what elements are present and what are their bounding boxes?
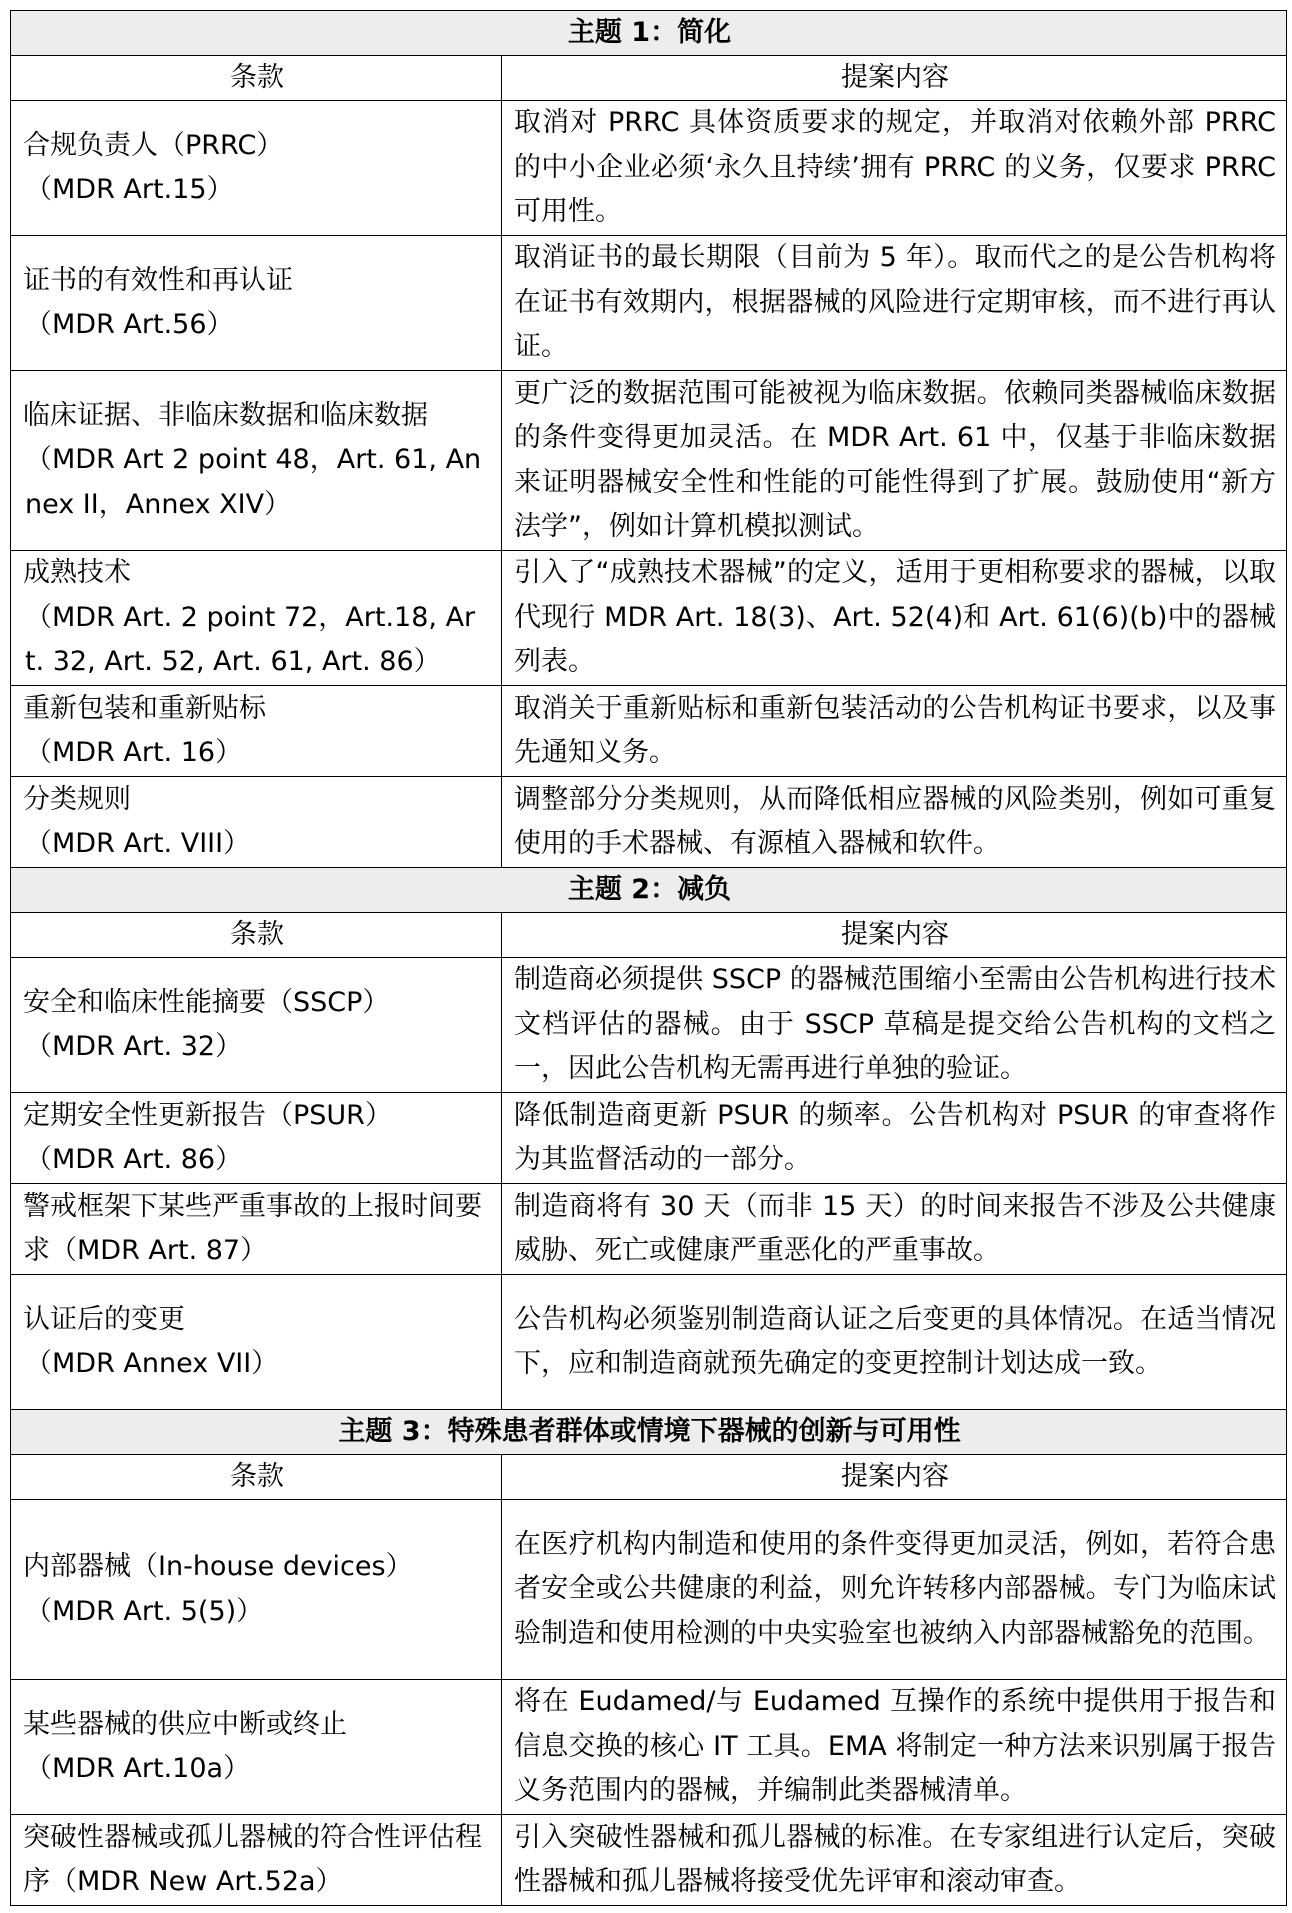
clause-title: 突破性器械或孤儿器械的符合性评估程序（MDR New Art.52a） xyxy=(23,1821,482,1897)
clause-title: 成熟技术 xyxy=(23,557,131,589)
proposal-content: 将在 Eudamed/与 Eudamed 互操作的系统中提供用于报告和信息交换的核心 IT 工具。EMA 将制定一种方法来识别属于报告义务范围内的器械，并编制此类器械清单。 xyxy=(502,1680,1287,1815)
clause-ref: （MDR Art. 5(5)） xyxy=(25,1595,264,1627)
table-row xyxy=(11,371,1287,551)
clause-ref: （MDR Annex VII） xyxy=(25,1348,279,1379)
clause-title: 合规负责人（PRRC） xyxy=(23,129,284,161)
clause-title: 某些器械的供应中断或终止 xyxy=(23,1708,347,1740)
header-clause: 条款 xyxy=(11,913,502,958)
proposal-content: 降低制造商更新 PSUR 的频率。公告机构对 PSUR 的审查将作为其监督活动的一部分。 xyxy=(502,1093,1287,1184)
header-proposal: 提案内容 xyxy=(502,1455,1287,1500)
table-row xyxy=(11,1275,1287,1410)
clause-ref: （MDR Art.10a） xyxy=(25,1753,251,1784)
table-row xyxy=(11,1184,1287,1275)
clause-title: 重新包装和重新贴标 xyxy=(23,692,266,724)
clause-cell xyxy=(11,1500,502,1680)
header-clause: 条款 xyxy=(11,56,502,101)
proposal-content: 制造商将有 30 天（而非 15 天）的时间来报告不涉及公共健康威胁、死亡或健康严重恶化的严重事故。 xyxy=(502,1184,1287,1275)
proposal-content: 取消证书的最长期限（目前为 5 年）。取而代之的是公告机构将在证书有效期内，根据器械的风险进行定期审核，而不进行再认证。 xyxy=(502,236,1287,371)
clause-cell xyxy=(11,777,502,868)
table-row xyxy=(11,1815,1287,1906)
clause-cell xyxy=(11,1275,502,1410)
theme-title: 主题 1：简化 xyxy=(11,11,1287,56)
header-row xyxy=(11,56,1287,101)
clause-cell xyxy=(11,101,502,236)
proposal-content: 更广泛的数据范围可能被视为临床数据。依赖同类器械临床数据的条件变得更加灵活。在 MDR Art. 61 中，仅基于非临床数据来证明器械安全性和性能的可能性得到了扩展。鼓励使用“新方法学”，例如计算机模拟测试。 xyxy=(502,371,1287,551)
clause-cell xyxy=(11,1093,502,1184)
clause-title: 定期安全性更新报告（PSUR） xyxy=(23,1099,392,1131)
clause-cell xyxy=(11,236,502,371)
proposal-content: 公告机构必须鉴别制造商认证之后变更的具体情况。在适当情况下，应和制造商就预先确定的变更控制计划达成一致。 xyxy=(502,1275,1287,1410)
table-row xyxy=(11,777,1287,868)
header-row xyxy=(11,913,1287,958)
proposal-content: 取消对 PRRC 具体资质要求的规定，并取消对依赖外部 PRRC 的中小企业必须‘永久且持续’拥有 PRRC 的义务，仅要求 PRRC 可用性。 xyxy=(502,101,1287,236)
clause-ref: （MDR Art. VIII） xyxy=(25,828,251,859)
proposal-content: 取消关于重新贴标和重新包装活动的公告机构证书要求，以及事先通知义务。 xyxy=(502,686,1287,777)
theme-title: 主题 2：减负 xyxy=(11,868,1287,913)
theme-row xyxy=(11,11,1287,56)
table-row xyxy=(11,551,1287,686)
clause-title: 警戒框架下某些严重事故的上报时间要求（MDR Art. 87） xyxy=(23,1190,482,1266)
clause-title: 内部器械（In-house devices） xyxy=(23,1551,413,1582)
table-row xyxy=(11,236,1287,371)
clause-ref: （MDR Art.56） xyxy=(25,309,234,340)
header-clause: 条款 xyxy=(11,1455,502,1500)
document-page xyxy=(10,10,1286,1906)
clause-title: 安全和临床性能摘要（SSCP） xyxy=(23,986,390,1018)
proposal-content: 引入突破性器械和孤儿器械的标准。在专家组进行认定后，突破性器械和孤儿器械将接受优先评审和滚动审查。 xyxy=(502,1815,1287,1906)
clause-ref: （MDR Art 2 point 48，Art. 61, Annex II，Annex XIV） xyxy=(25,444,482,520)
proposal-table xyxy=(10,10,1287,1906)
clause-title: 认证后的变更 xyxy=(23,1303,185,1335)
proposal-content: 引入了“成熟技术器械”的定义，适用于更相称要求的器械，以取代现行 MDR Art. 18(3)、Art. 52(4)和 Art. 61(6)(b)中的器械列表。 xyxy=(502,551,1287,686)
clause-cell xyxy=(11,1815,502,1906)
clause-title: 证书的有效性和再认证 xyxy=(23,264,293,296)
clause-cell xyxy=(11,1184,502,1275)
clause-title: 分类规则 xyxy=(23,783,131,815)
header-proposal: 提案内容 xyxy=(502,913,1287,958)
header-row xyxy=(11,1455,1287,1500)
table-row xyxy=(11,1680,1287,1815)
theme-row xyxy=(11,868,1287,913)
clause-ref: （MDR Art. 32） xyxy=(25,1031,243,1062)
theme-title: 主题 3：特殊患者群体或情境下器械的创新与可用性 xyxy=(11,1410,1287,1455)
clause-cell xyxy=(11,551,502,686)
proposal-content: 在医疗机构内制造和使用的条件变得更加灵活，例如，若符合患者安全或公共健康的利益，则允许转移内部器械。专门为临床试验制造和使用检测的中央实验室也被纳入内部器械豁免的范围。 xyxy=(502,1500,1287,1680)
clause-cell xyxy=(11,958,502,1093)
table-row xyxy=(11,1500,1287,1680)
clause-ref: （MDR Art. 86） xyxy=(25,1144,243,1175)
clause-ref: （MDR Art. 16） xyxy=(25,737,243,768)
proposal-content: 调整部分分类规则，从而降低相应器械的风险类别，例如可重复使用的手术器械、有源植入器械和软件。 xyxy=(502,777,1287,868)
clause-cell xyxy=(11,371,502,551)
clause-cell xyxy=(11,686,502,777)
clause-ref: （MDR Art.15） xyxy=(25,174,234,205)
theme-row xyxy=(11,1410,1287,1455)
table-row xyxy=(11,686,1287,777)
table-row xyxy=(11,1093,1287,1184)
clause-ref: （MDR Art. 2 point 72，Art.18, Art. 32, Art. 52, Art. 61, Art. 86） xyxy=(25,601,476,678)
clause-title: 临床证据、非临床数据和临床数据 xyxy=(23,399,428,431)
header-proposal: 提案内容 xyxy=(502,56,1287,101)
proposal-content: 制造商必须提供 SSCP 的器械范围缩小至需由公告机构进行技术文档评估的器械。由于 SSCP 草稿是提交给公告机构的文档之一，因此公告机构无需再进行单独的验证。 xyxy=(502,958,1287,1093)
table-row xyxy=(11,958,1287,1093)
table-row xyxy=(11,101,1287,236)
clause-cell xyxy=(11,1680,502,1815)
